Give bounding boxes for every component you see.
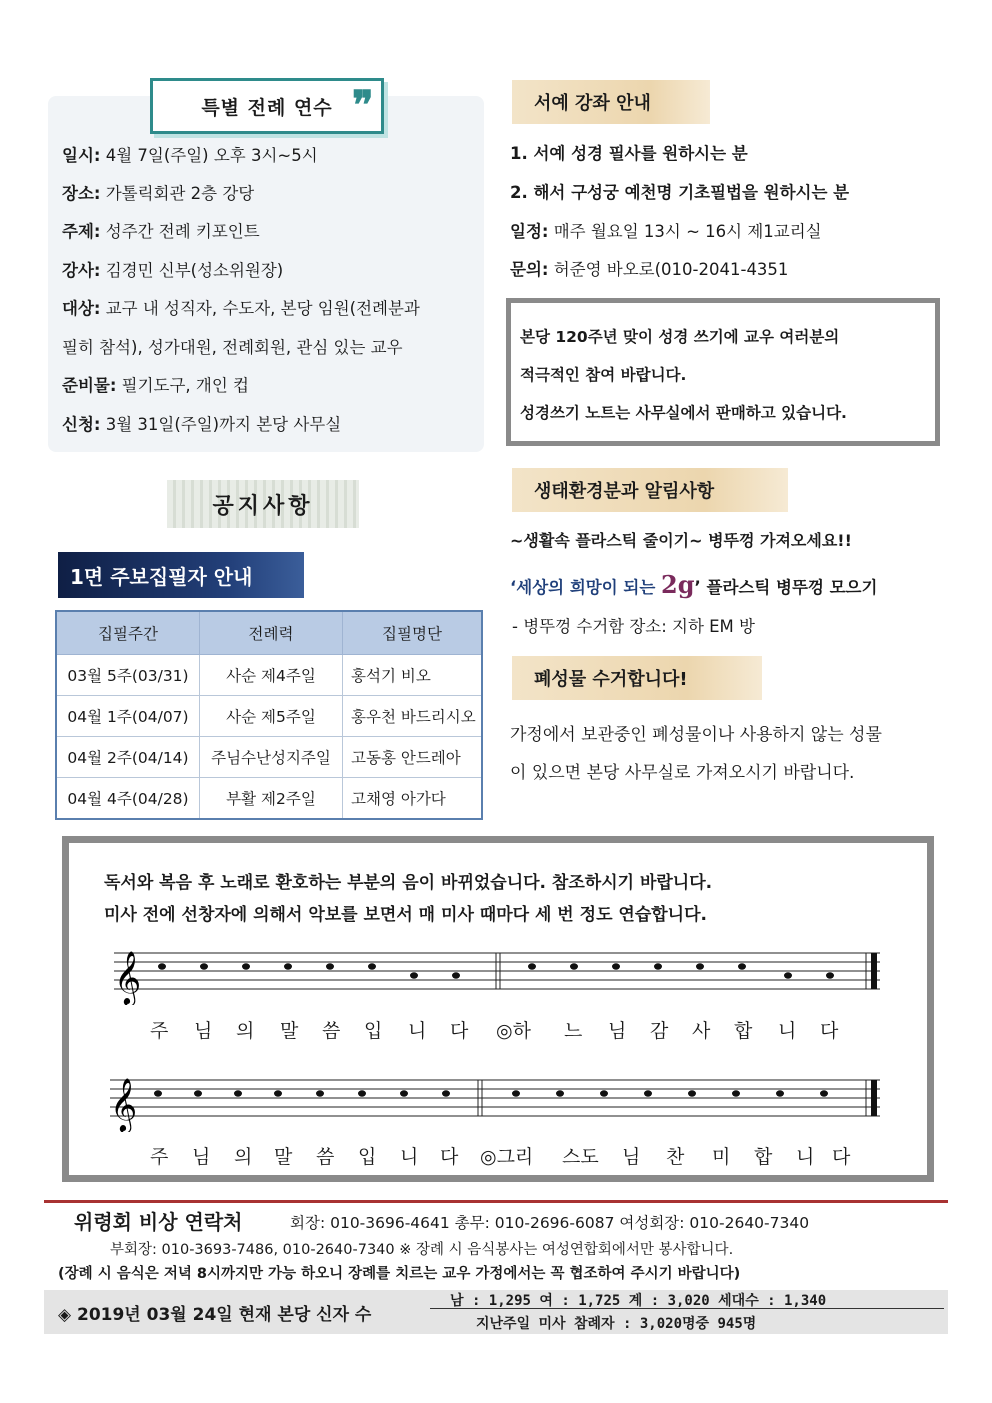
lyric-syllable: 다 [450,1020,469,1042]
lyric-syllable: 합 [734,1020,753,1042]
calligraphy-heading: 서예 강좌 안내 [512,80,710,124]
liturgy-line: 대상: 교구 내 성직자, 수도자, 본당 임원(전례분과 [62,299,420,318]
lyric-syllable: 다 [440,1146,459,1168]
lyric-syllable: 니 [796,1146,815,1168]
lyric-syllable: 다 [832,1146,851,1168]
table-row [56,655,482,696]
stats-counts: 남 : 1,295 여 : 1,725 계 : 3,020 세대수 : 1,340 [450,1293,827,1309]
calligraphy-item: 2. 해서 구성궁 예천명 기초필법을 원하시는 분 [510,183,850,202]
lyric-syllable: 니 [778,1020,797,1042]
table-cell: 04월 2주(04/14) [56,737,200,778]
table-cell: 고동홍 안드레아 [343,737,483,778]
liturgy-title: 특별 전례 연수 [150,78,384,134]
table-row [56,696,482,737]
quote-mark-icon: ❞ [352,82,374,129]
lyric-syllable: 니 [400,1146,419,1168]
anniversary-line: 적극적인 참여 바랍니다. [520,366,687,384]
lyric-syllable: 입 [358,1146,377,1168]
stats-title: ◈ 2019년 03월 24일 현재 본당 신자 수 [58,1305,372,1325]
lyric-syllable: 니 [408,1020,427,1042]
liturgy-line: 주제: 성주간 전례 키포인트 [62,222,260,241]
column-header: 전례력 [200,611,343,655]
writer-table [55,610,483,820]
lyric-syllable: 의 [236,1020,255,1042]
table-cell: 04월 1주(04/07) [56,696,200,737]
lyric-syllable: 스도 [562,1146,599,1168]
liturgy-line: 신청: 3월 31일(주일)까지 본당 사무실 [62,415,342,434]
anniversary-line: 본당 120주년 맞이 성경 쓰기에 교우 여러분의 [520,328,840,346]
eco-line: ~생활속 플라스틱 줄이기~ 병뚜껑 가져오세요!! [510,531,852,550]
music-staff-2 [100,1062,890,1132]
calligraphy-item: 1. 서예 성경 필사를 원하시는 분 [510,144,748,163]
contacts-title: 위령회 비상 연락처 [74,1210,243,1234]
lyric-syllable: 말 [280,1020,299,1042]
table-header-row [56,611,482,655]
lyric-syllable: 주 [150,1020,169,1042]
liturgy-line: 일시: 4월 7일(주일) 오후 3시~5시 [62,146,318,165]
eco-line: - 병뚜껑 수거함 장소: 지하 EM 방 [512,617,755,636]
contacts-note: (장례 시 음식은 저녁 8시까지만 가능 하오니 장례를 치르는 교우 가정에서는 꼭 협조하여 주시기 바랍니다) [58,1266,741,1282]
table-row [56,737,482,778]
waste-line: 가정에서 보관중인 폐성물이나 사용하지 않는 성물 [510,725,882,745]
contacts-line: 회장: 010-3696-4641 총무: 010-2696-6087 여성회장: 010-2640-7340 [290,1214,810,1232]
lyric-syllable: ◎하 [496,1020,531,1042]
calligraphy-contact: 문의: 허준영 바오로(010-2041-4351 [510,260,789,279]
column-header: 집필주간 [56,611,200,655]
calligraphy-schedule: 일정: 매주 월요일 13시 ~ 16시 제1교리실 [510,222,822,241]
table-row [56,778,482,820]
lyric-syllable: 찬 [666,1146,685,1168]
table-cell: 사순 제5주일 [200,696,343,737]
table-cell: 사순 제4주일 [200,655,343,696]
lyric-syllable: 님 [194,1020,213,1042]
table-cell: 주님수난성지주일 [200,737,343,778]
table-cell: 부활 제2주일 [200,778,343,820]
treble-clef-icon: 𝄞 [114,950,142,1004]
eco-line: ‘세상의 희망이 되는 2g’ 플라스틱 병뚜껑 모으기 [510,570,878,599]
waste-line: 이 있으면 본당 사무실로 가져오시기 바랍니다. [510,763,855,783]
writer-heading: 1면 주보집필자 안내 [58,552,304,598]
table-cell: 03월 5주(03/31) [56,655,200,696]
lyric-syllable: 합 [754,1146,773,1168]
lyric-syllable: 감 [650,1020,669,1042]
notes [154,1090,828,1096]
liturgy-line: 준비물: 필기도구, 개인 컵 [62,376,249,395]
music-instruction: 독서와 복음 후 노래로 환호하는 부분의 음이 바뀌었습니다. 참조하시기 바랍니다. [104,873,713,893]
table-cell: 홍우천 바드리시오 [343,696,483,737]
lyric-syllable: ◎그리 [480,1146,534,1168]
lyric-syllable: 느 [564,1020,583,1042]
lyric-syllable: 의 [234,1146,253,1168]
liturgy-line: 강사: 김경민 신부(성소위원장) [62,261,284,280]
liturgy-line: 필히 참석), 성가대원, 전례회원, 관심 있는 교우 [62,338,403,357]
liturgy-line: 장소: 가톨릭회관 2층 강당 [62,184,255,203]
footer-divider [44,1200,948,1203]
lyric-syllable: 씀 [316,1146,335,1168]
contacts-line: 부회장: 010-3693-7486, 010-2640-7340 ※ 장례 시 음식봉사는 여성연합회에서만 봉사합니다. [110,1242,734,1258]
treble-clef-icon: 𝄞 [110,1077,138,1131]
lyric-syllable: 님 [192,1146,211,1168]
lyric-syllable: 님 [622,1146,641,1168]
column-header: 집필명단 [343,611,483,655]
lyric-syllable: 님 [608,1020,627,1042]
table-cell: 04월 4주(04/28) [56,778,200,820]
lyric-syllable: 씀 [322,1020,341,1042]
music-staff-1 [100,935,890,1005]
table-cell: 고채영 아가다 [343,778,483,820]
lyric-syllable: 사 [692,1020,711,1042]
lyric-syllable: 주 [150,1146,169,1168]
lyric-syllable: 말 [274,1146,293,1168]
waste-heading: 폐성물 수거합니다! [512,656,762,700]
music-instruction: 미사 전에 선창자에 의해서 악보를 보면서 매 미사 때마다 세 번 정도 연습합니다. [104,905,707,925]
table-cell: 홍석기 비오 [343,655,483,696]
eco-heading: 생태환경분과 알림사항 [512,468,788,512]
anniversary-line: 성경쓰기 노트는 사무실에서 판매하고 있습니다. [520,404,847,422]
notice-heading: 공지사항 [167,480,359,528]
lyric-syllable: 입 [364,1020,383,1042]
lyric-syllable: 미 [712,1146,731,1168]
lyric-syllable: 다 [820,1020,839,1042]
stats-attendance: 지난주일 미사 참례자 : 3,020명중 945명 [476,1316,757,1332]
